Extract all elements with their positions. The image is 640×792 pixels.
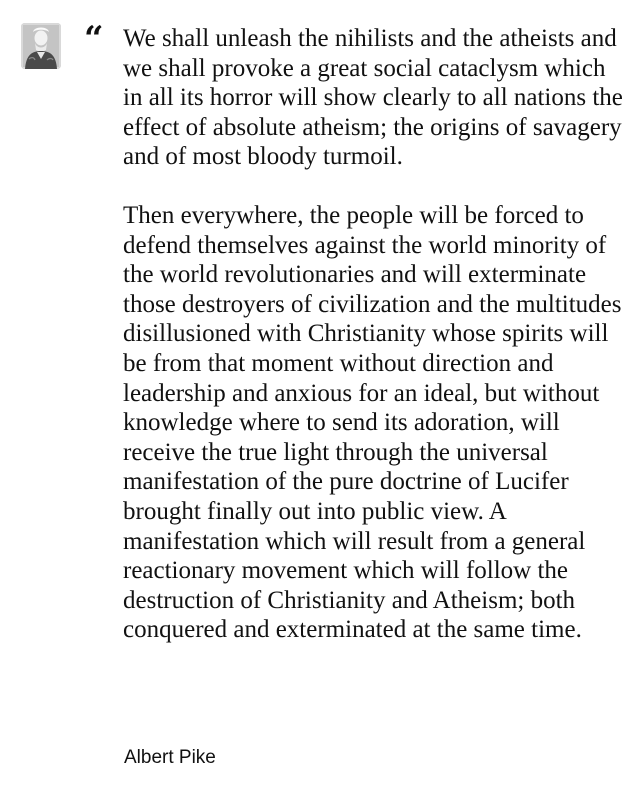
open-quote-icon: “ xyxy=(84,19,102,59)
author-portrait-icon xyxy=(21,23,61,69)
quote-paragraph-1: We shall unleash the nihilists and the atheists and we shall provoke a great social cataclysm which in all its horror will show clearly to all nations the effect of absolute atheism; the origins of savagery and of most bloody turmoil. xyxy=(123,25,623,171)
quote-text xyxy=(123,24,628,645)
quote-author: Albert Pike xyxy=(124,747,216,768)
quote-paragraph-2: Then everywhere, the people will be forced to defend themselves against the world minority of the world revolutionaries and will exterminate those destroyers of civilization and the multitudes disillusioned with Christianity whose spirits will be from that moment without direction and leadership and anxious for an ideal, but without knowledge where to send its adoration, will receive the true light through the universal manifestation of the pure doctrine of Lucifer brought finally out into public view. A manifestation which will result from a general reactionary movement which will follow the destruction of Christianity and Atheism; both conquered and exterminated at the same time. xyxy=(123,201,622,644)
author-avatar xyxy=(21,23,61,69)
